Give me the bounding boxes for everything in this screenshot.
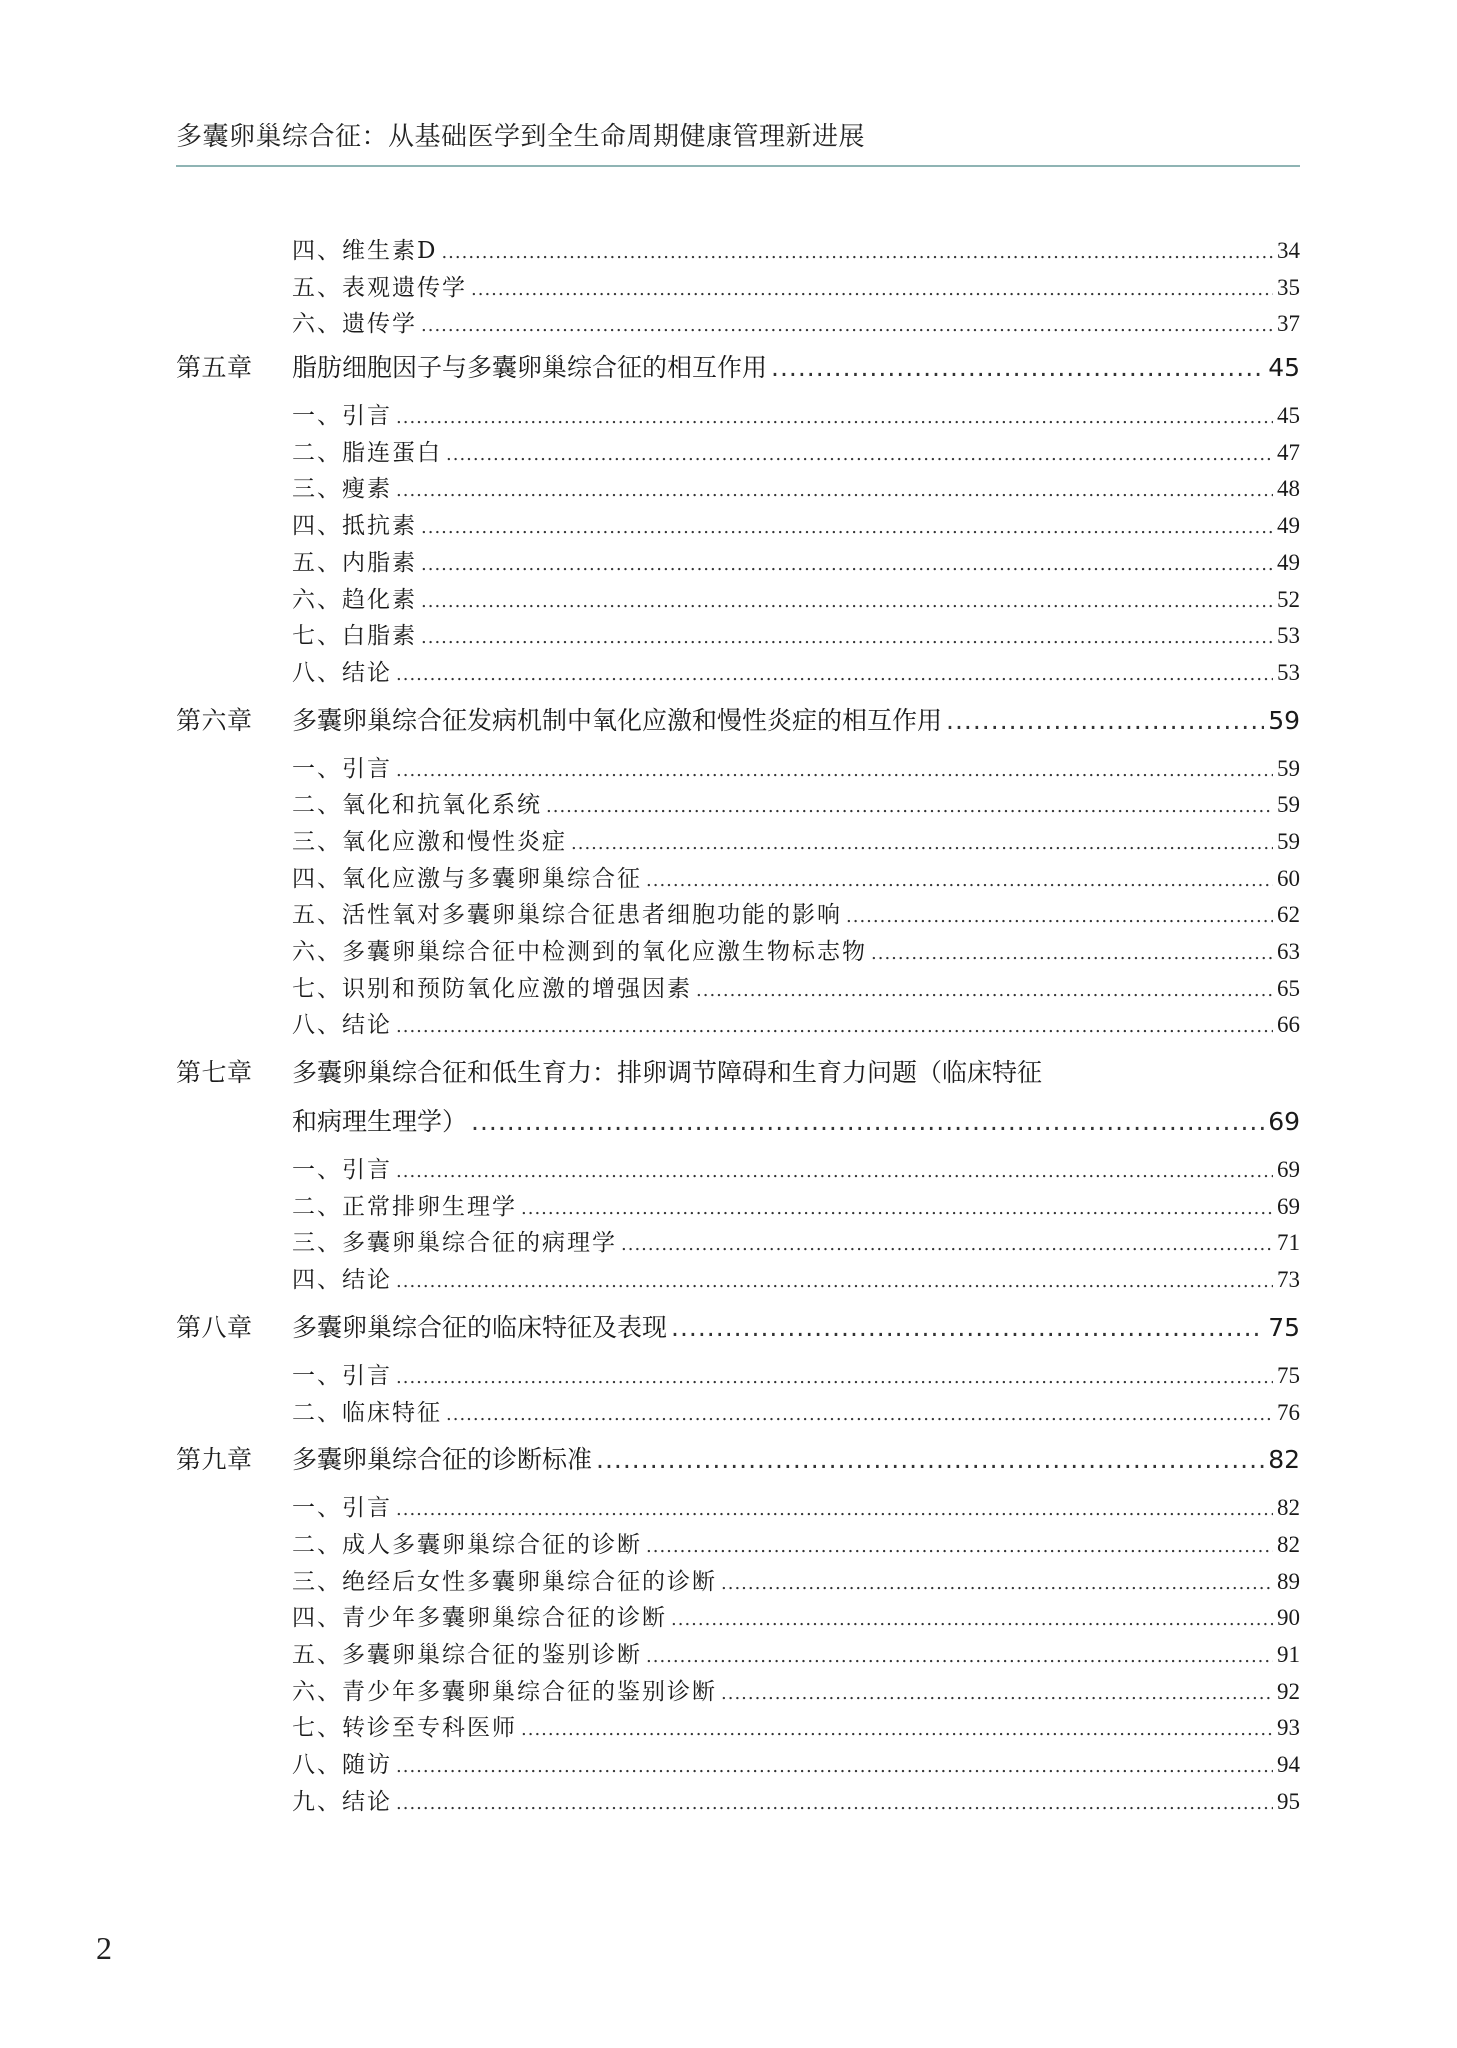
dot-leader [446, 440, 1273, 466]
dot-leader [396, 660, 1273, 686]
toc-item-label: 五、内脂素 [292, 549, 417, 576]
toc-item[interactable] [292, 933, 1300, 970]
dot-leader [396, 1157, 1273, 1183]
toc-item-label: 三、瘦素 [292, 476, 392, 503]
toc-item-label: 五、多囊卵巢综合征的鉴别诊断 [292, 1641, 642, 1668]
dot-leader [441, 238, 1273, 264]
toc-item-label: 六、遗传学 [292, 311, 417, 338]
toc-item-label: 八、随访 [292, 1752, 392, 1778]
toc-item-page: 95 [1277, 1788, 1300, 1814]
toc-item[interactable] [292, 750, 1300, 787]
toc-item[interactable] [292, 1357, 1300, 1394]
toc-item-page: 48 [1277, 476, 1300, 502]
dot-leader [396, 1267, 1273, 1293]
dot-leader [421, 311, 1273, 337]
running-head-title: 多囊卵巢综合征：从基础医学到全生命周期健康管理新进展 [176, 122, 866, 152]
toc-item[interactable] [292, 1599, 1300, 1636]
toc-item[interactable] [292, 1394, 1300, 1431]
dot-leader [421, 587, 1273, 613]
chapter-page: 45 [1268, 353, 1300, 383]
toc-item-label: 一、引言 [292, 755, 392, 782]
chapter-title-line-2: 和病理生理学） [292, 1107, 468, 1137]
toc-item[interactable] [292, 397, 1300, 434]
toc-item[interactable] [292, 1489, 1300, 1526]
toc-item-page: 62 [1277, 902, 1300, 928]
dot-leader [421, 623, 1273, 649]
dot-leader [846, 902, 1273, 928]
toc-item-page: 93 [1277, 1715, 1300, 1741]
toc-item-page: 82 [1277, 1531, 1300, 1557]
dot-leader [396, 1495, 1273, 1521]
toc-item-page: 92 [1277, 1678, 1300, 1704]
page-number: 2 [96, 1930, 112, 1966]
toc-item-label: 四、维生素D [292, 238, 438, 264]
toc-item-page: 76 [1277, 1399, 1300, 1425]
toc-item-label: 二、临床特征 [292, 1399, 442, 1426]
toc-item-label: 一、引言 [292, 1362, 392, 1389]
toc-item[interactable] [292, 896, 1300, 933]
chapter-page: 75 [1268, 1312, 1300, 1342]
toc-item-page: 75 [1277, 1362, 1300, 1388]
toc-item-label: 一、引言 [292, 1157, 392, 1184]
toc-item-page: 35 [1277, 274, 1300, 300]
toc-item-page: 34 [1277, 238, 1300, 263]
dot-leader [721, 1569, 1273, 1595]
toc-chapter-9[interactable] [176, 1440, 1300, 1489]
toc-item[interactable] [292, 1783, 1300, 1820]
dot-leader [946, 706, 1264, 735]
toc-item[interactable] [292, 617, 1300, 654]
chapter-page: 82 [1268, 1445, 1300, 1475]
toc-item[interactable] [292, 269, 1300, 306]
toc-item-page: 59 [1277, 828, 1300, 854]
dot-leader [396, 1363, 1273, 1389]
toc-item-page: 69 [1277, 1193, 1300, 1219]
toc-item-page: 69 [1277, 1157, 1300, 1183]
toc-chapter-5[interactable] [176, 348, 1300, 397]
toc-item-label: 四、氧化应激与多囊卵巢综合征 [292, 865, 642, 892]
dot-leader [646, 1532, 1273, 1558]
toc-item[interactable] [292, 1151, 1300, 1188]
dot-leader [571, 829, 1273, 855]
toc-item[interactable] [292, 1709, 1300, 1746]
dot-leader [396, 756, 1273, 782]
dot-leader [471, 275, 1273, 301]
toc-item-page: 66 [1277, 1012, 1300, 1038]
header-rule [176, 165, 1300, 167]
toc-item[interactable] [292, 786, 1300, 823]
toc-item[interactable] [292, 1261, 1300, 1298]
toc-item-page: 82 [1277, 1495, 1300, 1521]
toc-chapter-8[interactable] [176, 1308, 1300, 1357]
toc-item-label: 五、活性氧对多囊卵巢综合征患者细胞功能的影响 [292, 902, 842, 929]
toc-item-label: 六、青少年多囊卵巢综合征的鉴别诊断 [292, 1678, 717, 1705]
dot-leader [671, 1605, 1273, 1631]
toc-item[interactable] [292, 1224, 1300, 1261]
toc-chapter-7[interactable] [176, 1053, 1300, 1102]
toc-item-page: 59 [1277, 755, 1300, 781]
toc-item-label: 三、氧化应激和慢性炎症 [292, 828, 567, 855]
toc-item[interactable] [292, 1673, 1300, 1710]
toc-item[interactable] [292, 1746, 1300, 1783]
chapter-number: 第九章 [176, 1445, 253, 1475]
chapter-page: 59 [1268, 705, 1300, 735]
toc-item-page: 90 [1277, 1605, 1300, 1631]
dot-leader [696, 976, 1273, 1002]
chapter-title: 多囊卵巢综合征发病机制中氧化应激和慢性炎症的相互作用 [292, 705, 943, 735]
dot-leader [396, 1789, 1273, 1815]
toc-item-label: 二、成人多囊卵巢综合征的诊断 [292, 1531, 642, 1558]
toc-item-page: 65 [1277, 975, 1300, 1001]
dot-leader [646, 1642, 1273, 1668]
dot-leader [521, 1715, 1273, 1741]
toc-item-label: 八、结论 [292, 659, 392, 686]
toc-item-page: 60 [1277, 865, 1300, 891]
toc-item[interactable] [292, 823, 1300, 860]
toc-item[interactable] [292, 1636, 1300, 1673]
toc-item-label: 一、引言 [292, 1495, 392, 1522]
toc-item-page: 37 [1277, 311, 1300, 337]
toc-item-page: 49 [1277, 513, 1300, 539]
dot-leader [521, 1194, 1273, 1220]
toc-item[interactable] [292, 1563, 1300, 1600]
table-of-contents [176, 232, 1300, 1819]
dot-leader [771, 353, 1264, 382]
toc-item[interactable] [292, 654, 1300, 691]
toc-item-page: 91 [1277, 1641, 1300, 1667]
chapter-title: 脂肪细胞因子与多囊卵巢综合征的相互作用 [292, 353, 768, 383]
dot-leader [621, 1230, 1273, 1256]
dot-leader [396, 403, 1273, 429]
dot-leader [671, 1313, 1264, 1342]
chapter-title: 多囊卵巢综合征的诊断标准 [292, 1445, 593, 1475]
toc-item[interactable] [292, 581, 1300, 618]
toc-item[interactable] [292, 860, 1300, 897]
toc-item[interactable] [292, 232, 1300, 269]
toc-item[interactable] [292, 434, 1300, 471]
dot-leader [421, 550, 1273, 576]
toc-item-page: 52 [1277, 586, 1300, 612]
dot-leader [396, 476, 1273, 502]
toc-item-label: 二、脂连蛋白 [292, 439, 442, 466]
toc-item-label: 八、结论 [292, 1012, 392, 1039]
toc-item-label: 三、绝经后女性多囊卵巢综合征的诊断 [292, 1568, 717, 1595]
toc-item[interactable] [292, 305, 1300, 342]
toc-item-label: 四、抵抗素 [292, 513, 417, 540]
chapter-title-line-1: 多囊卵巢综合征和低生育力：排卵调节障碍和生育力问题（临床特征 [292, 1058, 1043, 1088]
chapter-page: 69 [1268, 1107, 1300, 1137]
toc-item-label: 六、多囊卵巢综合征中检测到的氧化应激生物标志物 [292, 939, 867, 965]
toc-chapter-7-continued[interactable] [292, 1102, 1300, 1151]
toc-item[interactable] [292, 544, 1300, 581]
dot-leader [871, 939, 1273, 965]
dot-leader [646, 866, 1273, 892]
chapter-number: 第八章 [176, 1312, 253, 1342]
toc-item[interactable] [292, 970, 1300, 1007]
dot-leader [396, 1752, 1273, 1778]
toc-item-label: 四、结论 [292, 1267, 392, 1294]
toc-chapter-6[interactable] [176, 701, 1300, 750]
toc-item-label: 六、趋化素 [292, 586, 417, 613]
toc-item-label: 一、引言 [292, 403, 392, 430]
dot-leader [421, 513, 1273, 539]
chapter-number: 第五章 [176, 353, 253, 383]
toc-item-page: 53 [1277, 623, 1300, 649]
toc-item[interactable] [292, 1006, 1300, 1043]
toc-item-label: 二、正常排卵生理学 [292, 1193, 517, 1220]
toc-item-page: 47 [1277, 439, 1300, 465]
toc-item-page: 71 [1277, 1230, 1300, 1256]
toc-item-label: 七、识别和预防氧化应激的增强因素 [292, 975, 692, 1002]
toc-item-page: 49 [1277, 549, 1300, 575]
dot-leader [546, 792, 1273, 818]
toc-item-page: 59 [1277, 792, 1300, 818]
dot-leader [721, 1679, 1273, 1705]
toc-item-page: 45 [1277, 403, 1300, 429]
toc-item[interactable] [292, 1526, 1300, 1563]
toc-item-page: 73 [1277, 1267, 1300, 1293]
dot-leader [471, 1107, 1264, 1136]
toc-item-page: 94 [1277, 1752, 1300, 1777]
toc-item-label: 三、多囊卵巢综合征的病理学 [292, 1230, 617, 1257]
toc-item-page: 89 [1277, 1568, 1300, 1594]
chapter-title: 多囊卵巢综合征的临床特征及表现 [292, 1312, 668, 1342]
dot-leader [446, 1400, 1273, 1426]
dot-leader [596, 1445, 1264, 1474]
toc-item[interactable] [292, 470, 1300, 507]
toc-item-label: 四、青少年多囊卵巢综合征的诊断 [292, 1605, 667, 1632]
chapter-number: 第七章 [176, 1058, 253, 1088]
toc-item-label: 九、结论 [292, 1788, 392, 1815]
toc-item-label: 五、表观遗传学 [292, 274, 467, 301]
toc-item[interactable] [292, 1188, 1300, 1225]
toc-item-label: 二、氧化和抗氧化系统 [292, 792, 542, 819]
toc-item-label: 七、转诊至专科医师 [292, 1715, 517, 1742]
dot-leader [396, 1012, 1273, 1038]
toc-item[interactable] [292, 507, 1300, 544]
toc-item-page: 63 [1277, 939, 1300, 964]
toc-item-label: 七、白脂素 [292, 623, 417, 650]
chapter-number: 第六章 [176, 705, 253, 735]
toc-item-page: 53 [1277, 659, 1300, 685]
